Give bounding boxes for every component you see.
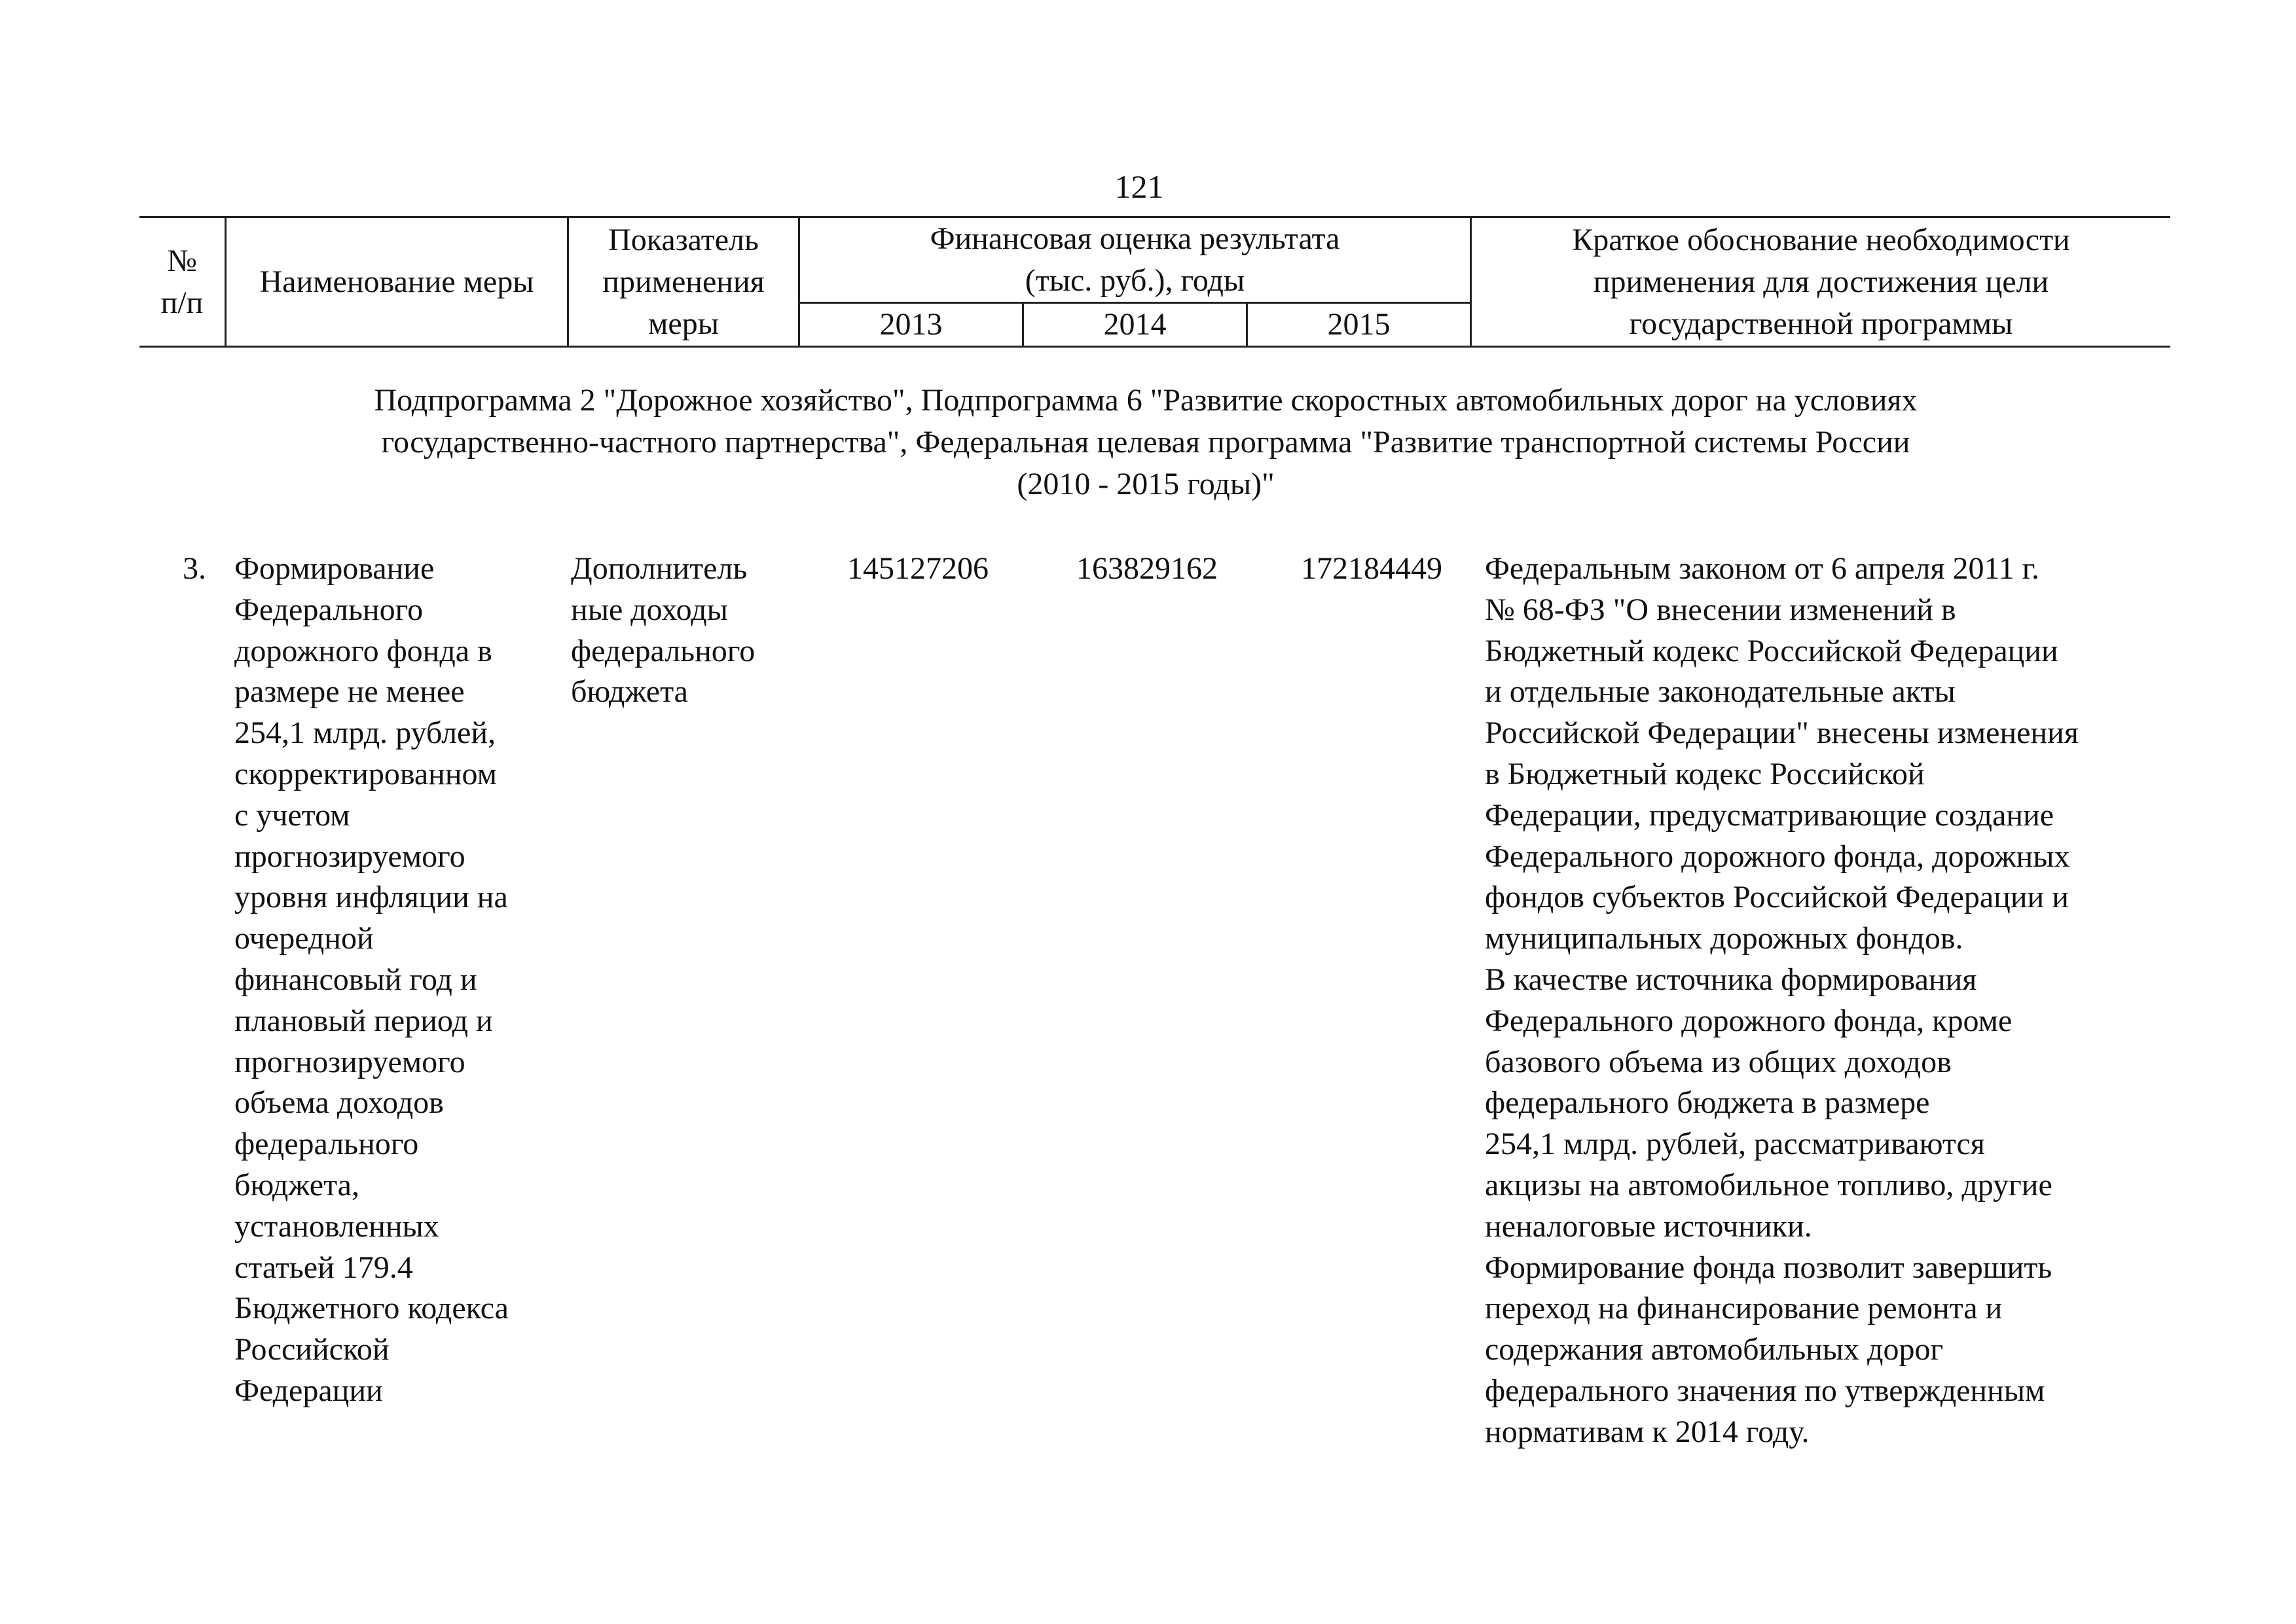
value-2013: 145127206 <box>847 551 989 586</box>
rationale-line: Бюджетный кодекс Российской Федерации <box>1485 633 2058 668</box>
rationale-line: и отдельные законодательные акты <box>1485 674 1956 710</box>
rationale-line: неналоговые источники. <box>1485 1208 1812 1244</box>
measure-name-line: очередной <box>234 921 374 956</box>
measure-name-line: установленных <box>234 1208 439 1244</box>
rationale-line: В качестве источника формирования <box>1485 962 1977 997</box>
table-header <box>139 216 2170 348</box>
measure-name-line: прогнозируемого <box>234 1044 465 1079</box>
measure-name-line: Федерального <box>234 592 424 627</box>
measure-name-line: прогнозируемого <box>234 839 465 874</box>
indicator-line: федерального <box>571 633 756 668</box>
rationale-line: содержания автомобильных дорог <box>1485 1332 1944 1367</box>
subprogram-title: Подпрограмма 2 "Дорожное хозяйство", Подпрограмма 6 "Развитие скоростных автомобильных дорог на условиях государственно-частного партнерства", Федеральная целевая программа "Развитие транспортной системы России (2010 - 2015 годы)" <box>374 383 1918 501</box>
rationale-line: акцизы на автомобильное топливо, другие <box>1485 1167 2052 1202</box>
rationale-line: муниципальных дорожных фондов. <box>1485 921 1963 956</box>
rationale-line: Российской Федерации" внесены изменения <box>1485 715 2079 751</box>
rationale-line: Федерации, предусматривающие создание <box>1485 797 2054 833</box>
column-header-year-2013: 2013 <box>799 303 1023 347</box>
column-header-measure-name: Наименование меры <box>226 217 568 347</box>
measure-name-cell <box>234 549 575 1412</box>
rationale-line: федерального значения по утвержденным <box>1485 1373 2045 1408</box>
rationale-line: фондов субъектов Российской Федерации и <box>1485 880 2069 915</box>
measure-name-line: финансовый год и <box>234 962 477 997</box>
rationale-line: базового объема из общих доходов <box>1485 1044 1952 1079</box>
measure-name-line: 254,1 млрд. рублей, <box>234 715 496 751</box>
rationale-line: 254,1 млрд. рублей, рассматриваются <box>1485 1127 1985 1162</box>
column-header-year-2014: 2014 <box>1023 303 1247 347</box>
rationale-cell <box>1485 549 2179 1453</box>
indicator-line: Дополнитель <box>571 551 748 586</box>
measure-name-line: плановый период и <box>234 1003 493 1038</box>
measure-name-line: скорректированном <box>234 756 498 791</box>
rationale-line: федерального бюджета в размере <box>1485 1085 1930 1121</box>
rationale-line: в Бюджетный кодекс Российской <box>1485 756 1925 791</box>
measure-name-line: с учетом <box>234 797 350 833</box>
measure-name-line: Бюджетного кодекса <box>234 1291 509 1326</box>
indicator-cell <box>571 549 793 713</box>
measure-name-line: Формирование <box>234 551 435 586</box>
column-header-financial-estimate: Финансовая оценка результата (тыс. руб.), годы <box>799 217 1471 303</box>
indicator-line: ные доходы <box>571 592 728 627</box>
column-header-rationale: Краткое обоснование необходимости применения для достижения цели государственной программы <box>1471 217 2171 347</box>
column-header-number: № п/п <box>139 217 226 347</box>
column-header-indicator: Показатель применения меры <box>568 217 799 347</box>
value-2014: 163829162 <box>1076 551 1218 586</box>
rationale-line: нормативам к 2014 году. <box>1485 1414 1810 1449</box>
rationale-line: Федеральным законом от 6 апреля 2011 г. <box>1485 551 2040 586</box>
measure-name-line: бюджета, <box>234 1167 359 1202</box>
measure-name-line: уровня инфляции на <box>234 880 508 915</box>
measure-name-line: федерального <box>234 1127 419 1162</box>
measure-name-line: Российской <box>234 1332 390 1367</box>
measure-name-line: Федерации <box>234 1373 383 1408</box>
measure-name-line: объема доходов <box>234 1085 444 1121</box>
indicator-line: бюджета <box>571 674 688 710</box>
page-number: 121 <box>1114 168 1164 205</box>
measure-name-line: дорожного фонда в <box>234 633 492 668</box>
rationale-line: № 68-ФЗ "О внесении изменений в <box>1485 592 1956 627</box>
measure-name-line: статьей 179.4 <box>234 1250 413 1285</box>
rationale-line: переход на финансирование ремонта и <box>1485 1291 2003 1326</box>
rationale-line: Формирование фонда позволит завершить <box>1485 1250 2052 1285</box>
value-2015: 172184449 <box>1301 551 1442 586</box>
measure-name-line: размере не менее <box>234 674 465 710</box>
column-header-year-2015: 2015 <box>1247 303 1471 347</box>
rationale-line: Федерального дорожного фонда, кроме <box>1485 1003 2013 1038</box>
row-number: 3. <box>183 551 206 586</box>
rationale-line: Федерального дорожного фонда, дорожных <box>1485 839 2070 874</box>
